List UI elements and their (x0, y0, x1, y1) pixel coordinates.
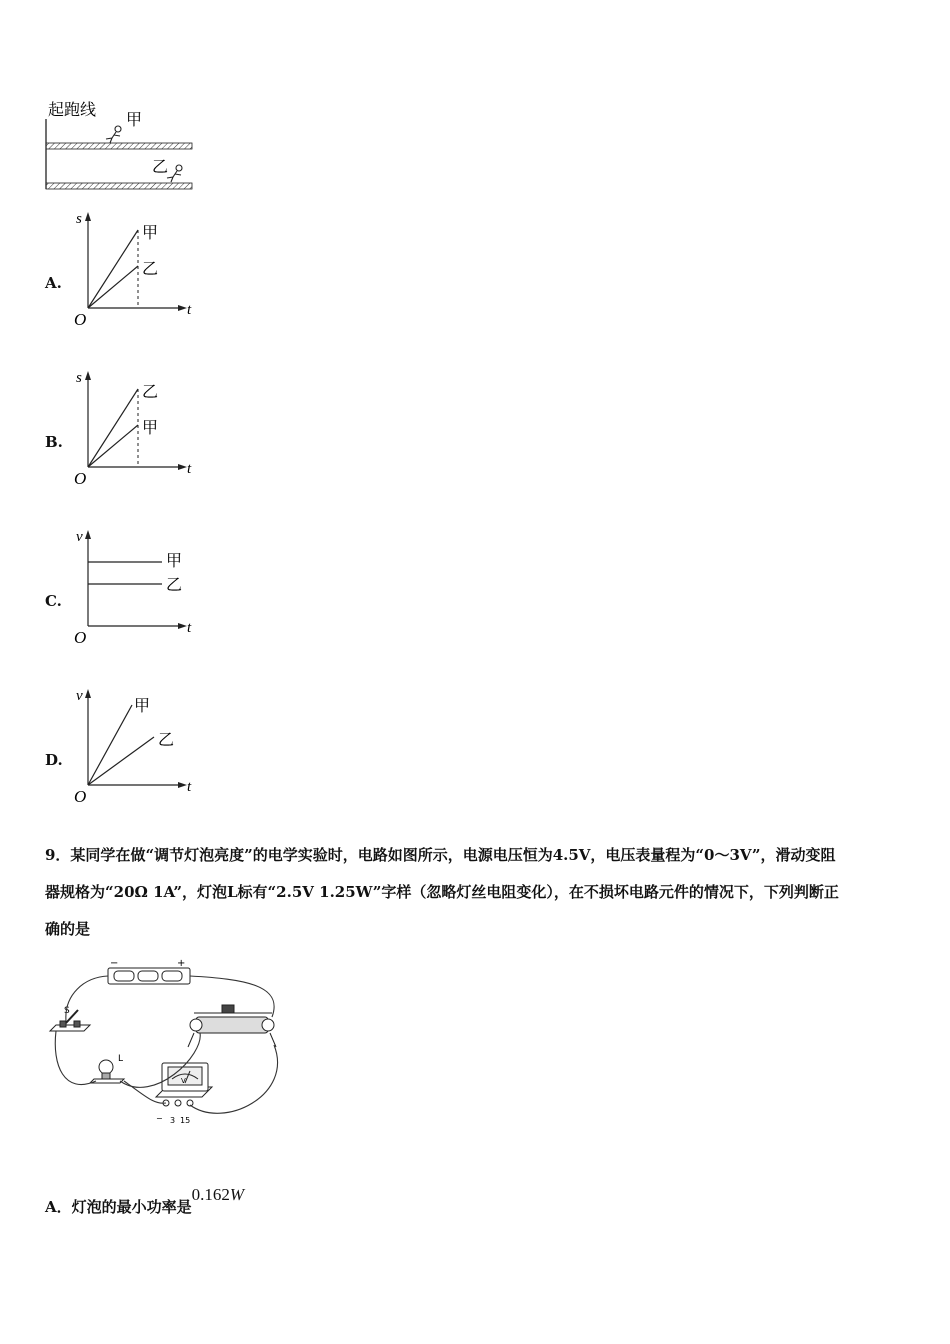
answer-a-number: 0.162 (191, 1185, 230, 1204)
series-label: 甲 (166, 551, 183, 570)
battery-plus-label: + (177, 958, 186, 969)
runner-a-label: 甲 (126, 110, 143, 129)
graph-d (70, 685, 200, 810)
terminal-minus-label: − (156, 1114, 163, 1123)
series-label: 甲 (142, 223, 159, 242)
terminal-15-label: 15 (180, 1116, 191, 1125)
y-axis-label: v (76, 688, 83, 704)
runner-b-icon (167, 165, 182, 182)
series-label: 甲 (134, 696, 151, 715)
answer-a-value (192, 1185, 244, 1204)
question-line-3: 确的是 (45, 920, 91, 938)
series-label: 乙 (158, 730, 175, 749)
series-label: 乙 (142, 259, 159, 278)
option-b-label: B. (45, 433, 63, 451)
series-label: 甲 (142, 418, 159, 437)
runner-b-label: 乙 (152, 157, 169, 176)
y-axis-label: v (76, 529, 83, 545)
start-line-label: 起跑线 (48, 100, 97, 119)
series-label: 乙 (142, 382, 159, 401)
track-figure (40, 95, 200, 195)
x-axis-label: t (187, 620, 192, 636)
bulb-label: L (118, 1054, 124, 1064)
x-axis-label: t (187, 779, 192, 795)
answer-a-unit: W (229, 1185, 245, 1204)
meter-symbol: V (181, 1077, 186, 1085)
graph-b (70, 367, 200, 492)
option-d-label: D. (45, 751, 63, 769)
option-c-label: C. (45, 592, 62, 610)
terminal-3-label: 3 (170, 1116, 176, 1125)
series-label: 乙 (166, 575, 183, 594)
x-axis-label: t (187, 302, 192, 318)
battery-icon (108, 968, 190, 984)
origin-label: O (74, 628, 87, 647)
y-axis-label: s (76, 370, 82, 386)
origin-label: O (74, 310, 87, 329)
answer-option-a (45, 1185, 245, 1217)
switch-icon (50, 1010, 90, 1031)
option-a-label: A. (45, 274, 62, 292)
battery-minus-label: − (110, 958, 119, 969)
question-line-1: 9．某同学在做“调节灯泡亮度”的电学实验时，电路如图所示，电源电压恒为4.5V，电压表量程为“0～3V”，滑动变阻 (45, 846, 836, 864)
circuit-figure (44, 955, 294, 1135)
graph-c (70, 526, 200, 651)
origin-label: O (74, 787, 87, 806)
question-9-text (45, 837, 915, 948)
y-axis-label: s (76, 211, 82, 227)
x-axis-label: t (187, 461, 192, 477)
origin-label: O (74, 469, 87, 488)
question-line-2: 器规格为“20Ω 1A”，灯泡L标有“2.5V 1.25W”字样（忽略灯丝电阻变化），在不损坏电路元件的情况下，下列判断正 (45, 883, 839, 901)
answer-a-label: A．灯泡的最小功率是 (45, 1198, 192, 1216)
switch-label: S (64, 1006, 70, 1016)
graph-a (70, 208, 200, 333)
rheostat-icon (188, 1005, 276, 1047)
runner-a-icon (106, 126, 121, 143)
